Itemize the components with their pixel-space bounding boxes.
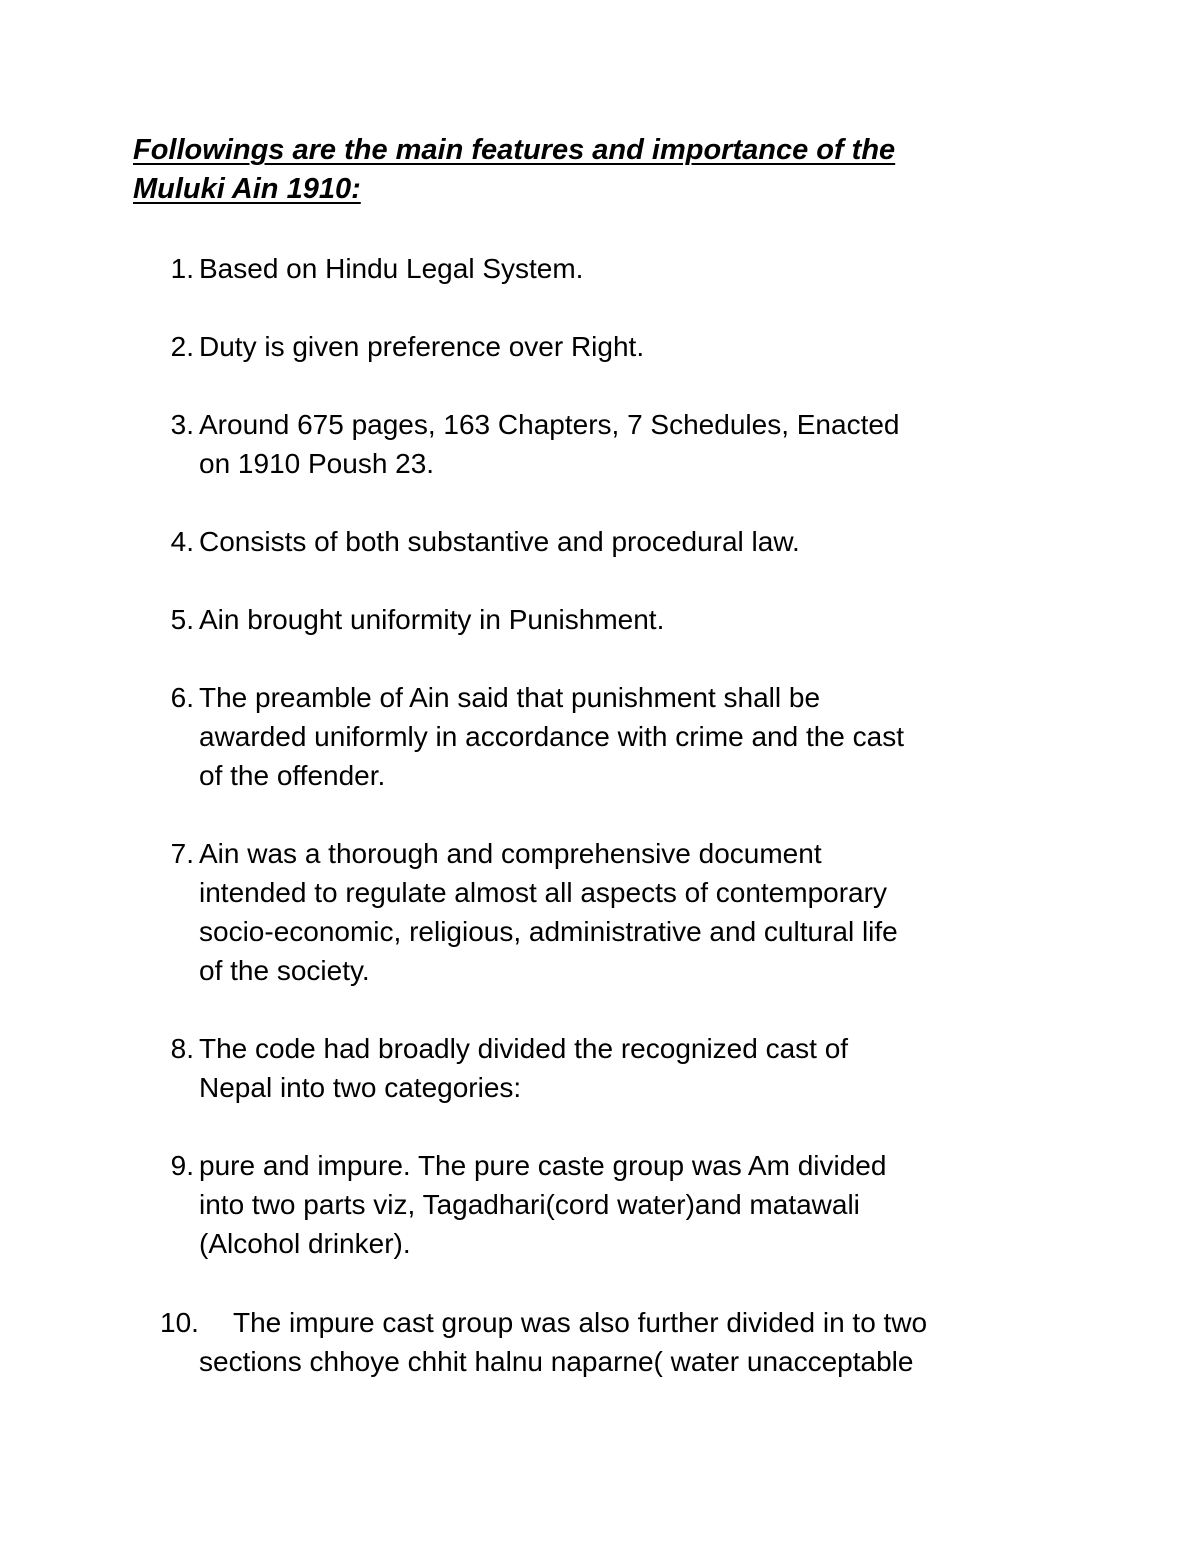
list-item-text: The impure cast group was also further divided in to two sections chhoye chhit halnu naparne( water unacceptable bbox=[199, 1307, 928, 1377]
page-title bbox=[133, 131, 1033, 209]
list-item-text: The code had broadly divided the recognized cast of Nepal into two categories: bbox=[199, 1033, 849, 1103]
list-item-text: Ain brought uniformity in Punishment. bbox=[199, 604, 665, 635]
list-item-text: pure and impure. The pure caste group was Am divided into two parts viz, Tagadhari(cord water)and matawali (Alcohol drinker). bbox=[199, 1150, 887, 1259]
list-item-number: 5. bbox=[170, 604, 194, 635]
list-item-text: The preamble of Ain said that punishment shall be awarded uniformly in accordance with crime and the cast of the offender. bbox=[199, 682, 905, 791]
list-item-number: 2. bbox=[170, 331, 194, 362]
list-item-text: Based on Hindu Legal System. bbox=[199, 253, 584, 284]
list-item-number: 10. bbox=[160, 1307, 199, 1338]
list-item-number: 8. bbox=[170, 1033, 194, 1064]
list-item-text: Around 675 pages, 163 Chapters, 7 Schedules, Enacted on 1910 Poush 23. bbox=[199, 409, 900, 479]
list-item-number: 7. bbox=[170, 838, 194, 869]
list-item-text: Ain was a thorough and comprehensive document intended to regulate almost all aspects of contemporary socio-economic, religious, administrative and cultural life of the society. bbox=[199, 838, 898, 986]
list-item-number: 1. bbox=[170, 253, 194, 284]
list-item-number: 3. bbox=[170, 409, 194, 440]
list-item-text: Consists of both substantive and procedural law. bbox=[199, 526, 800, 557]
list-item-number: 6. bbox=[170, 682, 194, 713]
list-item-number: 4. bbox=[170, 526, 194, 557]
title-line-1: Followings are the main features and importance of the bbox=[133, 134, 896, 166]
list-item-number: 9. bbox=[170, 1150, 194, 1181]
title-line-2: Muluki Ain 1910: bbox=[133, 173, 361, 205]
list-item-text: Duty is given preference over Right. bbox=[199, 331, 645, 362]
